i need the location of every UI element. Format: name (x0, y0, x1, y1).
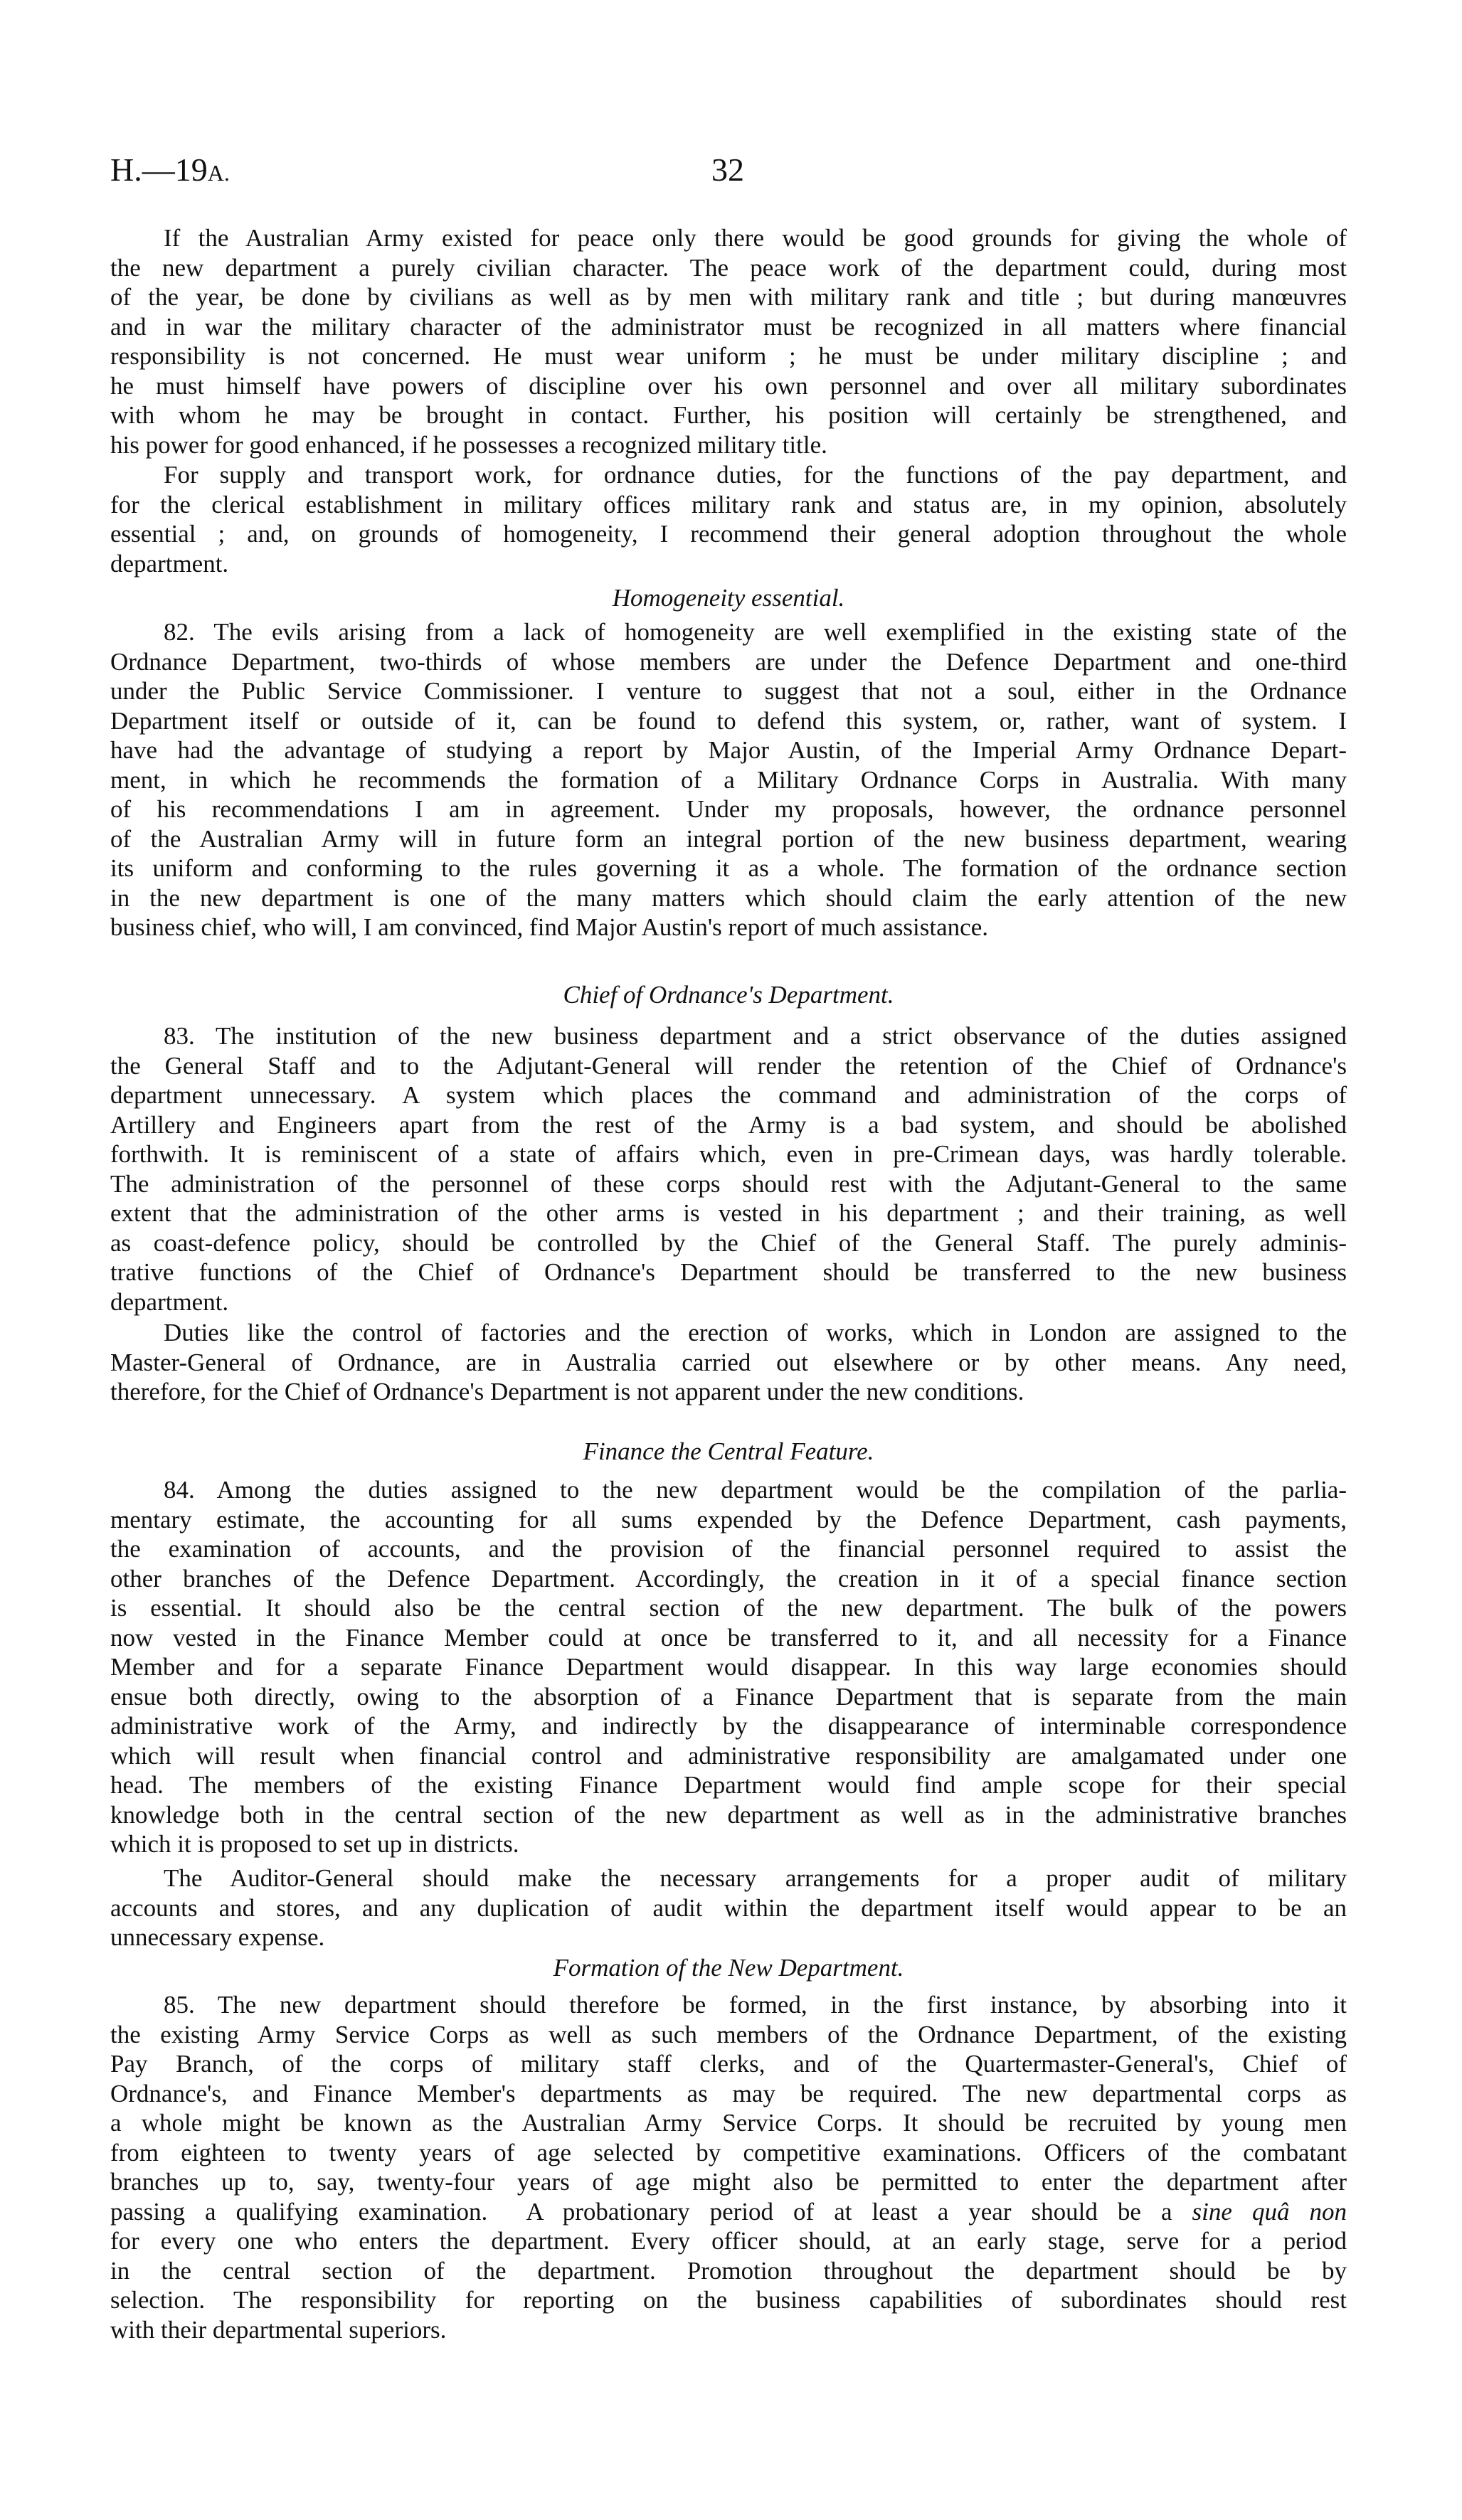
paragraph-line: now vested in the Finance Member could at once be transferred to it, and all necessity for a Finance (110, 1623, 1347, 1652)
section-heading: Chief of Ordnance's Department. (563, 981, 894, 1009)
paragraph-line: forthwith. It is reminiscent of a state of affairs which, even in pre-Crimean days, was hardly tolerable. (110, 1140, 1347, 1168)
paragraph-line: 83. The institution of the new business department and a strict observance of the duties assigned (164, 1022, 1347, 1050)
paragraph-line: other branches of the Defence Department. Accordingly, the creation in it of a special finance section (110, 1564, 1347, 1593)
paragraph-line: department. (110, 549, 229, 578)
paragraph-line: department. (110, 1287, 229, 1316)
paragraph (110, 1021, 1347, 1317)
paragraph (110, 1475, 1347, 1859)
paragraph-line: knowledge both in the central section of the new department as well as in the administrative branches (110, 1800, 1347, 1829)
page-number: 32 (711, 151, 744, 188)
paragraph-line: from eighteen to twenty years of age selected by competitive examinations. Officers of the combatant (110, 2138, 1347, 2167)
paragraph-line: responsibility is not concerned. He must wear uniform ; he must be under military discipline ; and (110, 342, 1347, 370)
paragraph-line: he must himself have powers of discipline over his own personnel and over all military subordinates (110, 371, 1347, 400)
paragraph-line: is essential. It should also be the central section of the new department. The bulk of the powers (110, 1594, 1347, 1622)
section-heading: Formation of the New Department. (553, 1954, 904, 1982)
paragraph-line: the examination of accounts, and the provision of the financial personnel required to assist the (110, 1535, 1347, 1563)
paragraph (110, 1864, 1347, 1952)
paragraph-line: the existing Army Service Corps as well as such members of the Ordnance Department, of the existing (110, 2020, 1347, 2048)
paragraph-line: Pay Branch, of the corps of military staff clerks, and of the Quartermaster-General's, Chief of (110, 2050, 1347, 2078)
paragraph-line: unnecessary expense. (110, 1923, 325, 1951)
paragraph-line: essential ; and, on grounds of homogeneity, I recommend their general adoption throughout the whole (110, 520, 1347, 548)
paragraph-line (110, 2197, 1347, 2227)
paragraph-line: If the Australian Army existed for peace only there would be good grounds for giving the whole of (164, 224, 1347, 252)
paragraph-line: selection. The responsibility for reporting on the business capabilities of subordinates should rest (110, 2286, 1347, 2314)
paragraph-line: under the Public Service Commissioner. I venture to suggest that not a soul, either in the Ordnance (110, 677, 1347, 705)
paragraph-line: for every one who enters the department. Every officer should, at an early stage, serve for a period (110, 2227, 1347, 2255)
paragraph-line: department unnecessary. A system which places the command and administration of the corps of (110, 1081, 1347, 1109)
paragraph (110, 1318, 1347, 1407)
document-code-suffix: A. (207, 160, 230, 186)
paragraph-line: in the new department is one of the many matters which should claim the early attention of the new (110, 883, 1347, 912)
paragraph-line: which it is proposed to set up in districts. (110, 1830, 519, 1858)
section-heading: Finance the Central Feature. (583, 1437, 874, 1465)
paragraph-line: and in war the military character of the administrator must be recognized in all matters where financial (110, 312, 1347, 341)
paragraph-line: the new department a purely civilian character. The peace work of the department could, during most (110, 253, 1347, 282)
paragraph-line: in the central section of the department. Promotion throughout the department should be by (110, 2256, 1347, 2285)
paragraph-line: administrative work of the Army, and indirectly by the disappearance of interminable correspondence (110, 1712, 1347, 1740)
paragraph-line: Master-General of Ordnance, are in Australia carried out elsewhere or by other means. Any need, (110, 1348, 1347, 1376)
paragraph (110, 617, 1347, 942)
line-text: passing a qualifying examination. A probationary period of at least a year should be a (110, 2197, 1192, 2226)
italic-phrase: sine quâ non (1192, 2197, 1347, 2226)
paragraph-line: trative functions of the Chief of Ordnance's Department should be transferred to the new business (110, 1258, 1347, 1286)
paragraph (110, 1990, 1347, 2344)
paragraph-line: ensue both directly, owing to the absorption of a Finance Department that is separate from the main (110, 1682, 1347, 1711)
paragraph-line: the General Staff and to the Adjutant-General will render the retention of the Chief of Ordnance's (110, 1051, 1347, 1080)
paragraph-line: Ordnance's, and Finance Member's departments as may be required. The new departmental corps as (110, 2079, 1347, 2107)
paragraph (110, 460, 1347, 578)
paragraph-line: therefore, for the Chief of Ordnance's Department is not apparent under the new conditions. (110, 1378, 1024, 1405)
paragraph-line: with whom he may be brought in contact. Further, his position will certainly be strengthened, and (110, 401, 1347, 429)
section-heading: Homogeneity essential. (612, 584, 845, 612)
document-code (110, 151, 230, 188)
paragraph-line: which will result when financial control and administrative responsibility are amalgamated under one (110, 1741, 1347, 1770)
paragraph-line: with their departmental superiors. (110, 2315, 447, 2344)
paragraph-line: his power for good enhanced, if he possesses a recognized military title. (110, 430, 827, 459)
paragraph-line: mentary estimate, the accounting for all sums expended by the Defence Department, cash payments, (110, 1505, 1347, 1533)
paragraph-line: The Auditor-General should make the necessary arrangements for a proper audit of military (164, 1864, 1347, 1892)
paragraph-line: Artillery and Engineers apart from the rest of the Army is a bad system, and should be abolished (110, 1110, 1347, 1139)
paragraph-line: Duties like the control of factories and the erection of works, which in London are assigned to the (164, 1319, 1347, 1346)
paragraph-line: head. The members of the existing Finance Department would find ample scope for their special (110, 1771, 1347, 1799)
paragraph-line: as coast-defence policy, should be controlled by the Chief of the General Staff. The purely adminis- (110, 1228, 1347, 1257)
paragraph (110, 223, 1347, 459)
paragraph-line: accounts and stores, and any duplication of audit within the department itself would appear to be an (110, 1893, 1347, 1922)
paragraph-line: 82. The evils arising from a lack of homogeneity are well exemplified in the existing state of the (164, 618, 1347, 646)
paragraph-line: of the year, be done by civilians as well as by men with military rank and title ; but during manœuvres (110, 283, 1347, 311)
paragraph-line: Member and for a separate Finance Department would disappear. In this way large economies should (110, 1653, 1347, 1681)
paragraph-line: ment, in which he recommends the formation of a Military Ordnance Corps in Australia. With many (110, 765, 1347, 794)
paragraph-line: The administration of the personnel of these corps should rest with the Adjutant-General to the same (110, 1169, 1347, 1198)
paragraph-line: branches up to, say, twenty-four years of age might also be permitted to enter the department after (110, 2168, 1347, 2196)
paragraph-line: For supply and transport work, for ordnance duties, for the functions of the pay department, and (164, 461, 1347, 489)
paragraph-line: business chief, who will, I am convinced, find Major Austin's report of much assistance. (110, 913, 988, 941)
document-code-main: H.—19 (110, 151, 208, 188)
paragraph-line: its uniform and conforming to the rules governing it as a whole. The formation of the ordnance section (110, 854, 1347, 882)
paragraph-line: 84. Among the duties assigned to the new department would be the compilation of the parlia- (164, 1476, 1347, 1504)
paragraph-line: for the clerical establishment in military offices military rank and status are, in my opinion, absolutely (110, 490, 1347, 519)
paragraph-line: Department itself or outside of it, can be found to defend this system, or, rather, want of system. I (110, 706, 1347, 735)
paragraph-line: 85. The new department should therefore be formed, in the first instance, by absorbing into it (164, 1991, 1347, 2019)
paragraph-line: of the Australian Army will in future form an integral portion of the new business department, wearing (110, 824, 1347, 853)
paragraph-line: of his recommendations I am in agreement. Under my proposals, however, the ordnance personnel (110, 795, 1347, 823)
paragraph-line: a whole might be known as the Australian Army Service Corps. It should be recruited by young men (110, 2109, 1347, 2137)
paragraph-line: Ordnance Department, two-thirds of whose members are under the Defence Department and one-third (110, 647, 1347, 676)
paragraph-line: extent that the administration of the other arms is vested in his department ; and their training, as well (110, 1199, 1347, 1227)
paragraph-line: have had the advantage of studying a report by Major Austin, of the Imperial Army Ordnance Depart- (110, 736, 1347, 764)
